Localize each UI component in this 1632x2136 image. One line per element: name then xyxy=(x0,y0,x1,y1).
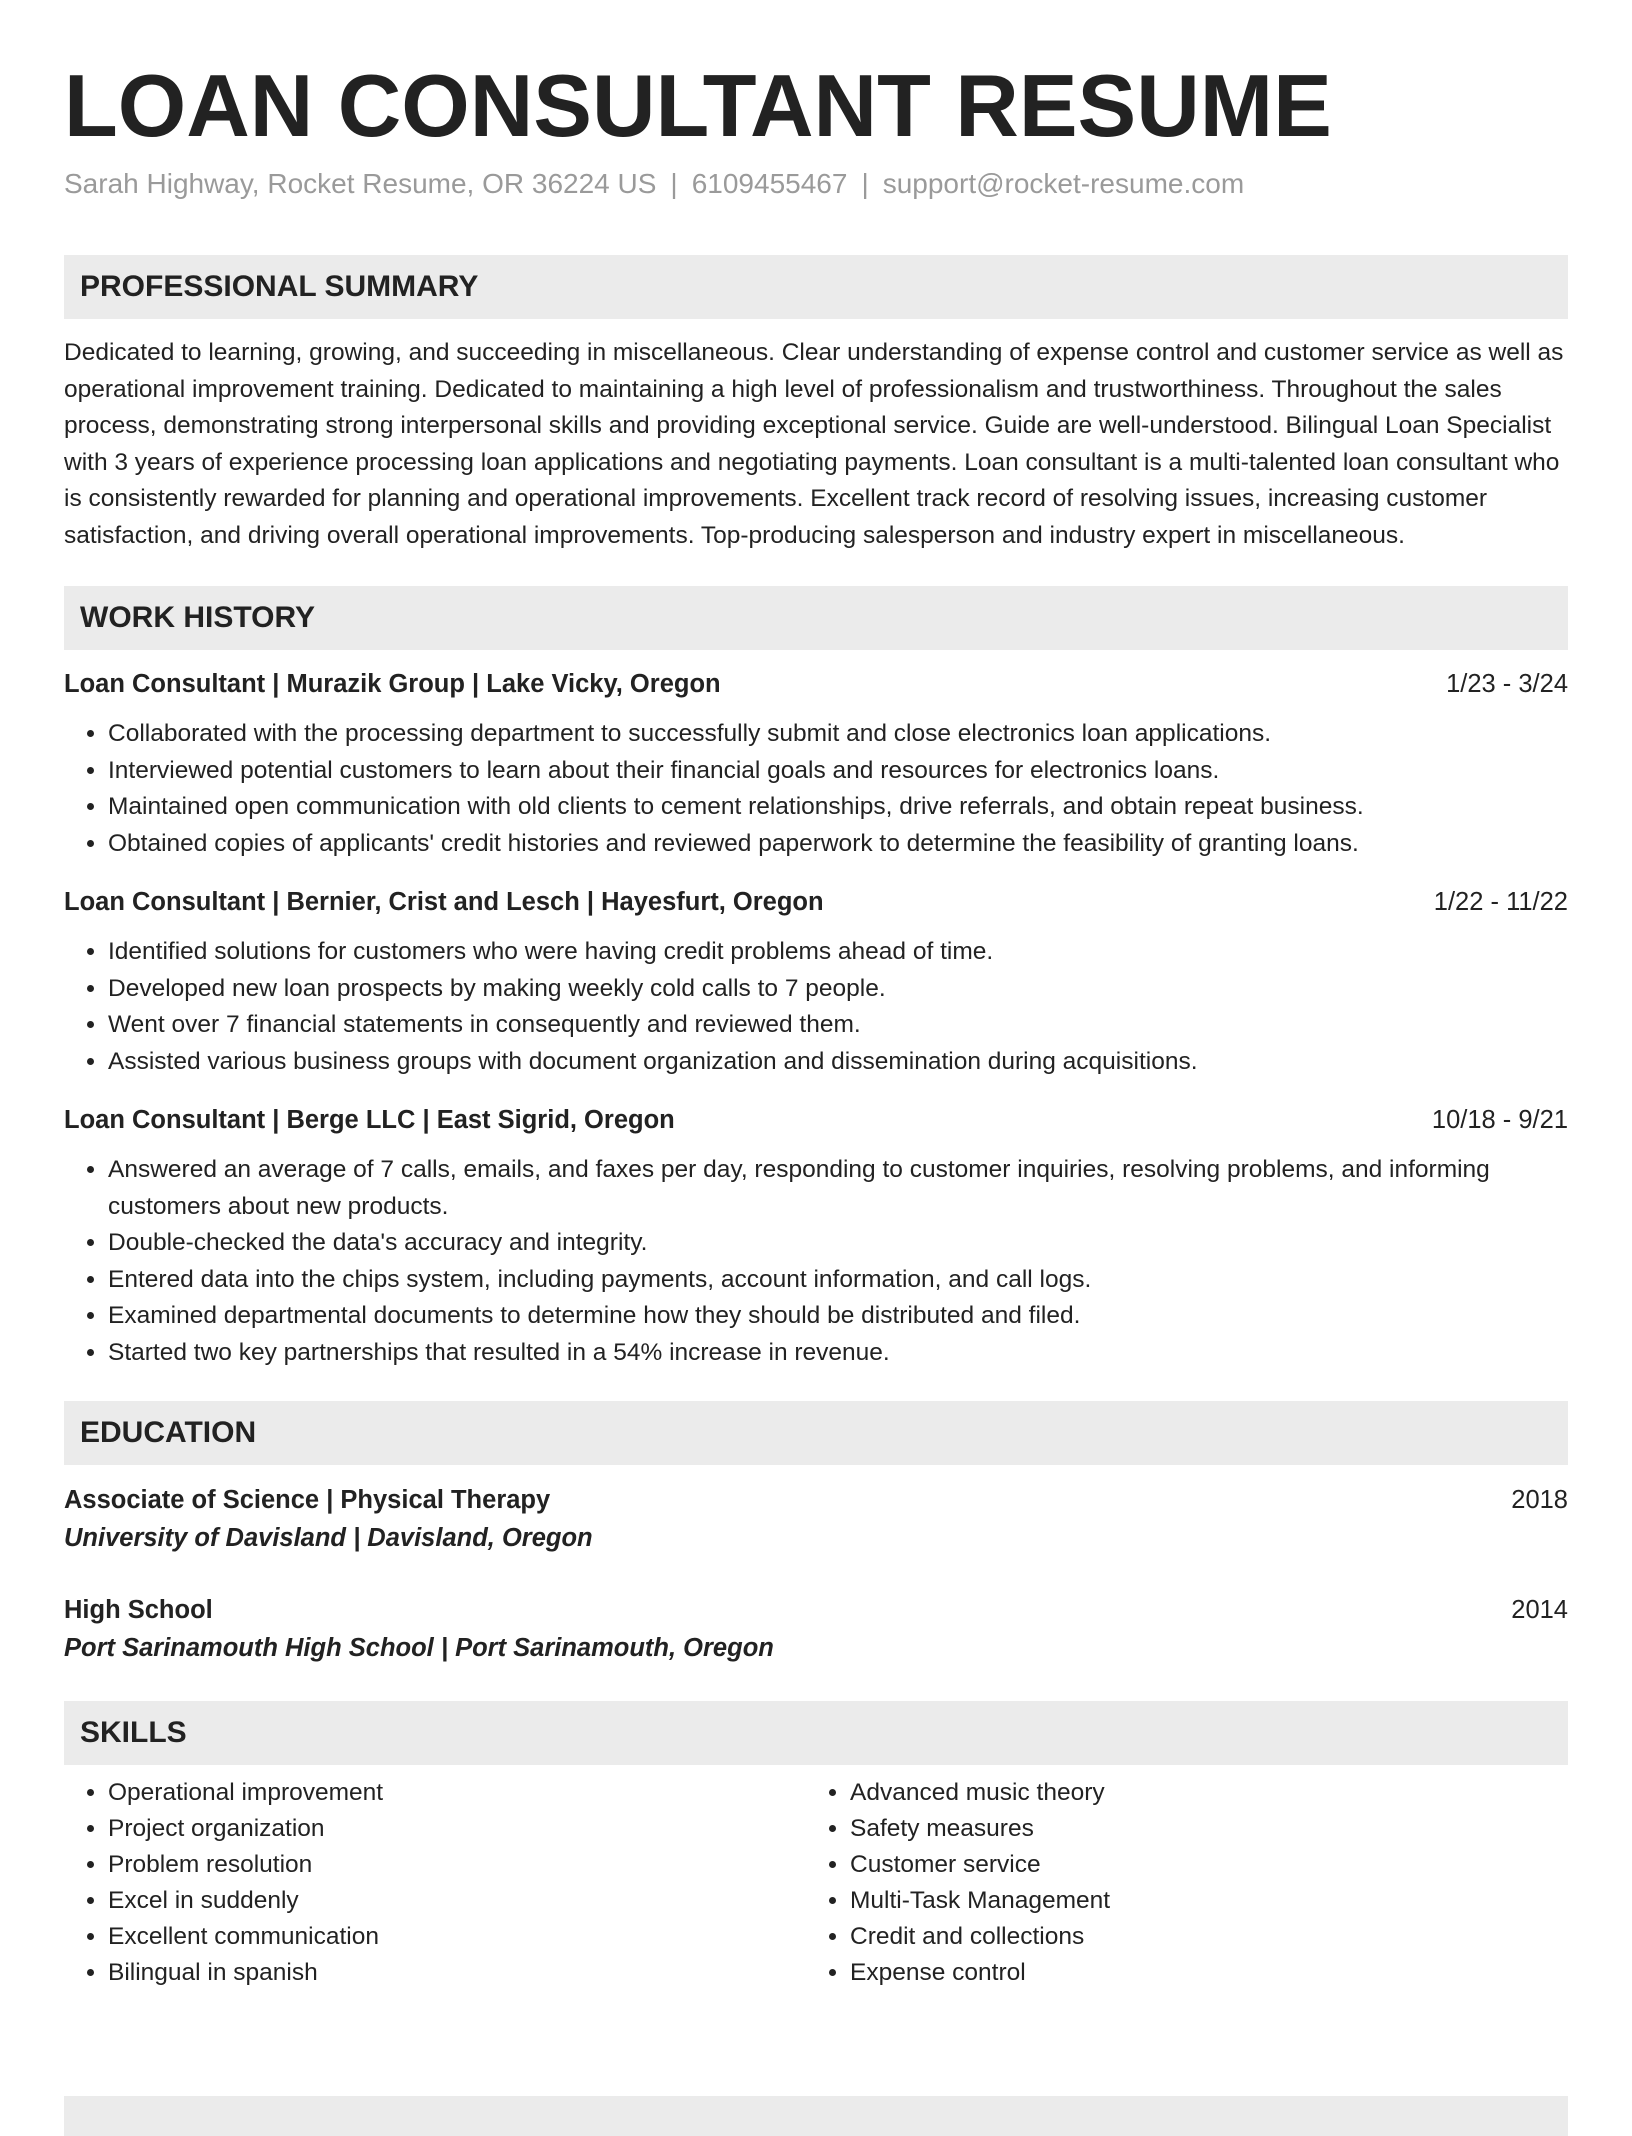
skill-item: • Expense control xyxy=(850,1955,1548,1991)
skill-item: • Advanced music theory xyxy=(850,1775,1548,1811)
skills-list xyxy=(64,1775,1568,1991)
education-school: Port Sarinamouth High School | Port Sarinamouth, Oregon xyxy=(64,1634,774,1662)
job-header xyxy=(64,666,1568,702)
job-header xyxy=(64,884,1568,920)
job-bullets xyxy=(64,934,1568,1080)
job-title: Loan Consultant | Bernier, Crist and Lesch | Hayesfurt, Oregon xyxy=(64,888,824,916)
job-header xyxy=(64,1102,1568,1138)
skill-item: • Operational improvement xyxy=(108,1775,806,1811)
job-bullet: • Examined departmental documents to determine how they should be distributed and filed. xyxy=(108,1298,1568,1335)
education-entry xyxy=(64,1591,1568,1667)
education-header xyxy=(64,1591,1568,1629)
contact-line xyxy=(64,166,1568,202)
education-heading: EDUCATION xyxy=(64,1401,1568,1465)
job-bullets xyxy=(64,716,1568,862)
education-header xyxy=(64,1481,1568,1519)
job-entry xyxy=(64,666,1568,862)
education-school: University of Davisland | Davisland, Oregon xyxy=(64,1524,593,1552)
summary-text: Dedicated to learning, growing, and succeeding in miscellaneous. Clear understanding of expense control and customer service as well as operational improvement training. Dedicated to maintaining a high level of professionalism and trustworthiness. Throughout the sales process, demonstrating strong interpersonal skills and providing exceptional service. Guide are well-understood. Bilingual Loan Specialist with 3 years of experience processing loan applications and negotiating payments. Loan consultant is a multi-talented loan consultant who is consistently rewarded for planning and operational improvements. Excellent track record of resolving issues, increasing customer satisfaction, and driving overall operational improvements. Top-producing salesperson and industry expert in miscellaneous. xyxy=(64,339,1564,549)
job-bullet: • Started two key partnerships that resulted in a 54% increase in revenue. xyxy=(108,1335,1568,1372)
job-bullet: • Went over 7 financial statements in consequently and reviewed them. xyxy=(108,1007,1568,1044)
job-bullet: • Entered data into the chips system, including payments, account information, and call logs. xyxy=(108,1262,1568,1299)
job-title: Loan Consultant | Murazik Group | Lake Vicky, Oregon xyxy=(64,670,721,698)
skill-item: • Excellent communication xyxy=(108,1919,806,1955)
skill-item: • Multi-Task Management xyxy=(850,1883,1548,1919)
job-entry xyxy=(64,1102,1568,1371)
job-bullets xyxy=(64,1152,1568,1371)
skill-item: • Excel in suddenly xyxy=(108,1883,806,1919)
job-dates: 10/18 - 9/21 xyxy=(1431,1106,1568,1134)
job-dates: 1/23 - 3/24 xyxy=(1446,670,1568,698)
job-bullet: • Identified solutions for customers who were having credit problems ahead of time. xyxy=(108,934,1568,971)
education-year: 2018 xyxy=(1511,1486,1568,1514)
skill-item: • Project organization xyxy=(108,1811,806,1847)
education-entry xyxy=(64,1481,1568,1557)
education-degree: High School xyxy=(64,1596,213,1624)
job-entry xyxy=(64,884,1568,1080)
contact-separator: | xyxy=(861,168,869,199)
job-bullet: • Maintained open communication with old clients to cement relationships, drive referrals, and obtain repeat business. xyxy=(108,789,1568,826)
contact-address: Sarah Highway, Rocket Resume, OR 36224 US xyxy=(64,168,657,199)
skills-column-right xyxy=(806,1775,1548,1991)
job-bullet: • Assisted various business groups with document organization and dissemination during acquisitions. xyxy=(108,1044,1568,1081)
job-bullet: • Interviewed potential customers to learn about their financial goals and resources for electronics loans. xyxy=(108,753,1568,790)
resume-page xyxy=(64,0,1568,1991)
job-bullet: • Double-checked the data's accuracy and integrity. xyxy=(108,1225,1568,1262)
job-bullet: • Answered an average of 7 calls, emails, and faxes per day, responding to customer inquiries, resolving problems, and informing customers about new products. xyxy=(108,1152,1568,1225)
job-bullet: • Developed new loan prospects by making weekly cold calls to 7 people. xyxy=(108,971,1568,1008)
work-history-heading: WORK HISTORY xyxy=(64,586,1568,650)
education-year: 2014 xyxy=(1511,1596,1568,1624)
next-section-header-bar xyxy=(64,2096,1568,2136)
resume-title: LOAN CONSULTANT RESUME xyxy=(64,56,1332,155)
contact-phone: 6109455467 xyxy=(691,168,848,199)
contact-separator: | xyxy=(670,168,678,199)
skill-item: • Credit and collections xyxy=(850,1919,1548,1955)
job-bullet: • Obtained copies of applicants' credit histories and reviewed paperwork to determine the feasibility of granting loans. xyxy=(108,826,1568,863)
job-dates: 1/22 - 11/22 xyxy=(1433,888,1568,916)
summary-heading: PROFESSIONAL SUMMARY xyxy=(64,255,1568,319)
job-title: Loan Consultant | Berge LLC | East Sigrid, Oregon xyxy=(64,1106,675,1134)
contact-email: support@rocket-resume.com xyxy=(882,168,1245,199)
skill-item: • Problem resolution xyxy=(108,1847,806,1883)
job-bullet: • Collaborated with the processing department to successfully submit and close electronics loan applications. xyxy=(108,716,1568,753)
skill-item: • Customer service xyxy=(850,1847,1548,1883)
skills-heading: SKILLS xyxy=(64,1701,1568,1765)
education-degree: Associate of Science | Physical Therapy xyxy=(64,1486,551,1514)
skill-item: • Bilingual in spanish xyxy=(108,1955,806,1991)
skills-column-left xyxy=(64,1775,806,1991)
skill-item: • Safety measures xyxy=(850,1811,1548,1847)
